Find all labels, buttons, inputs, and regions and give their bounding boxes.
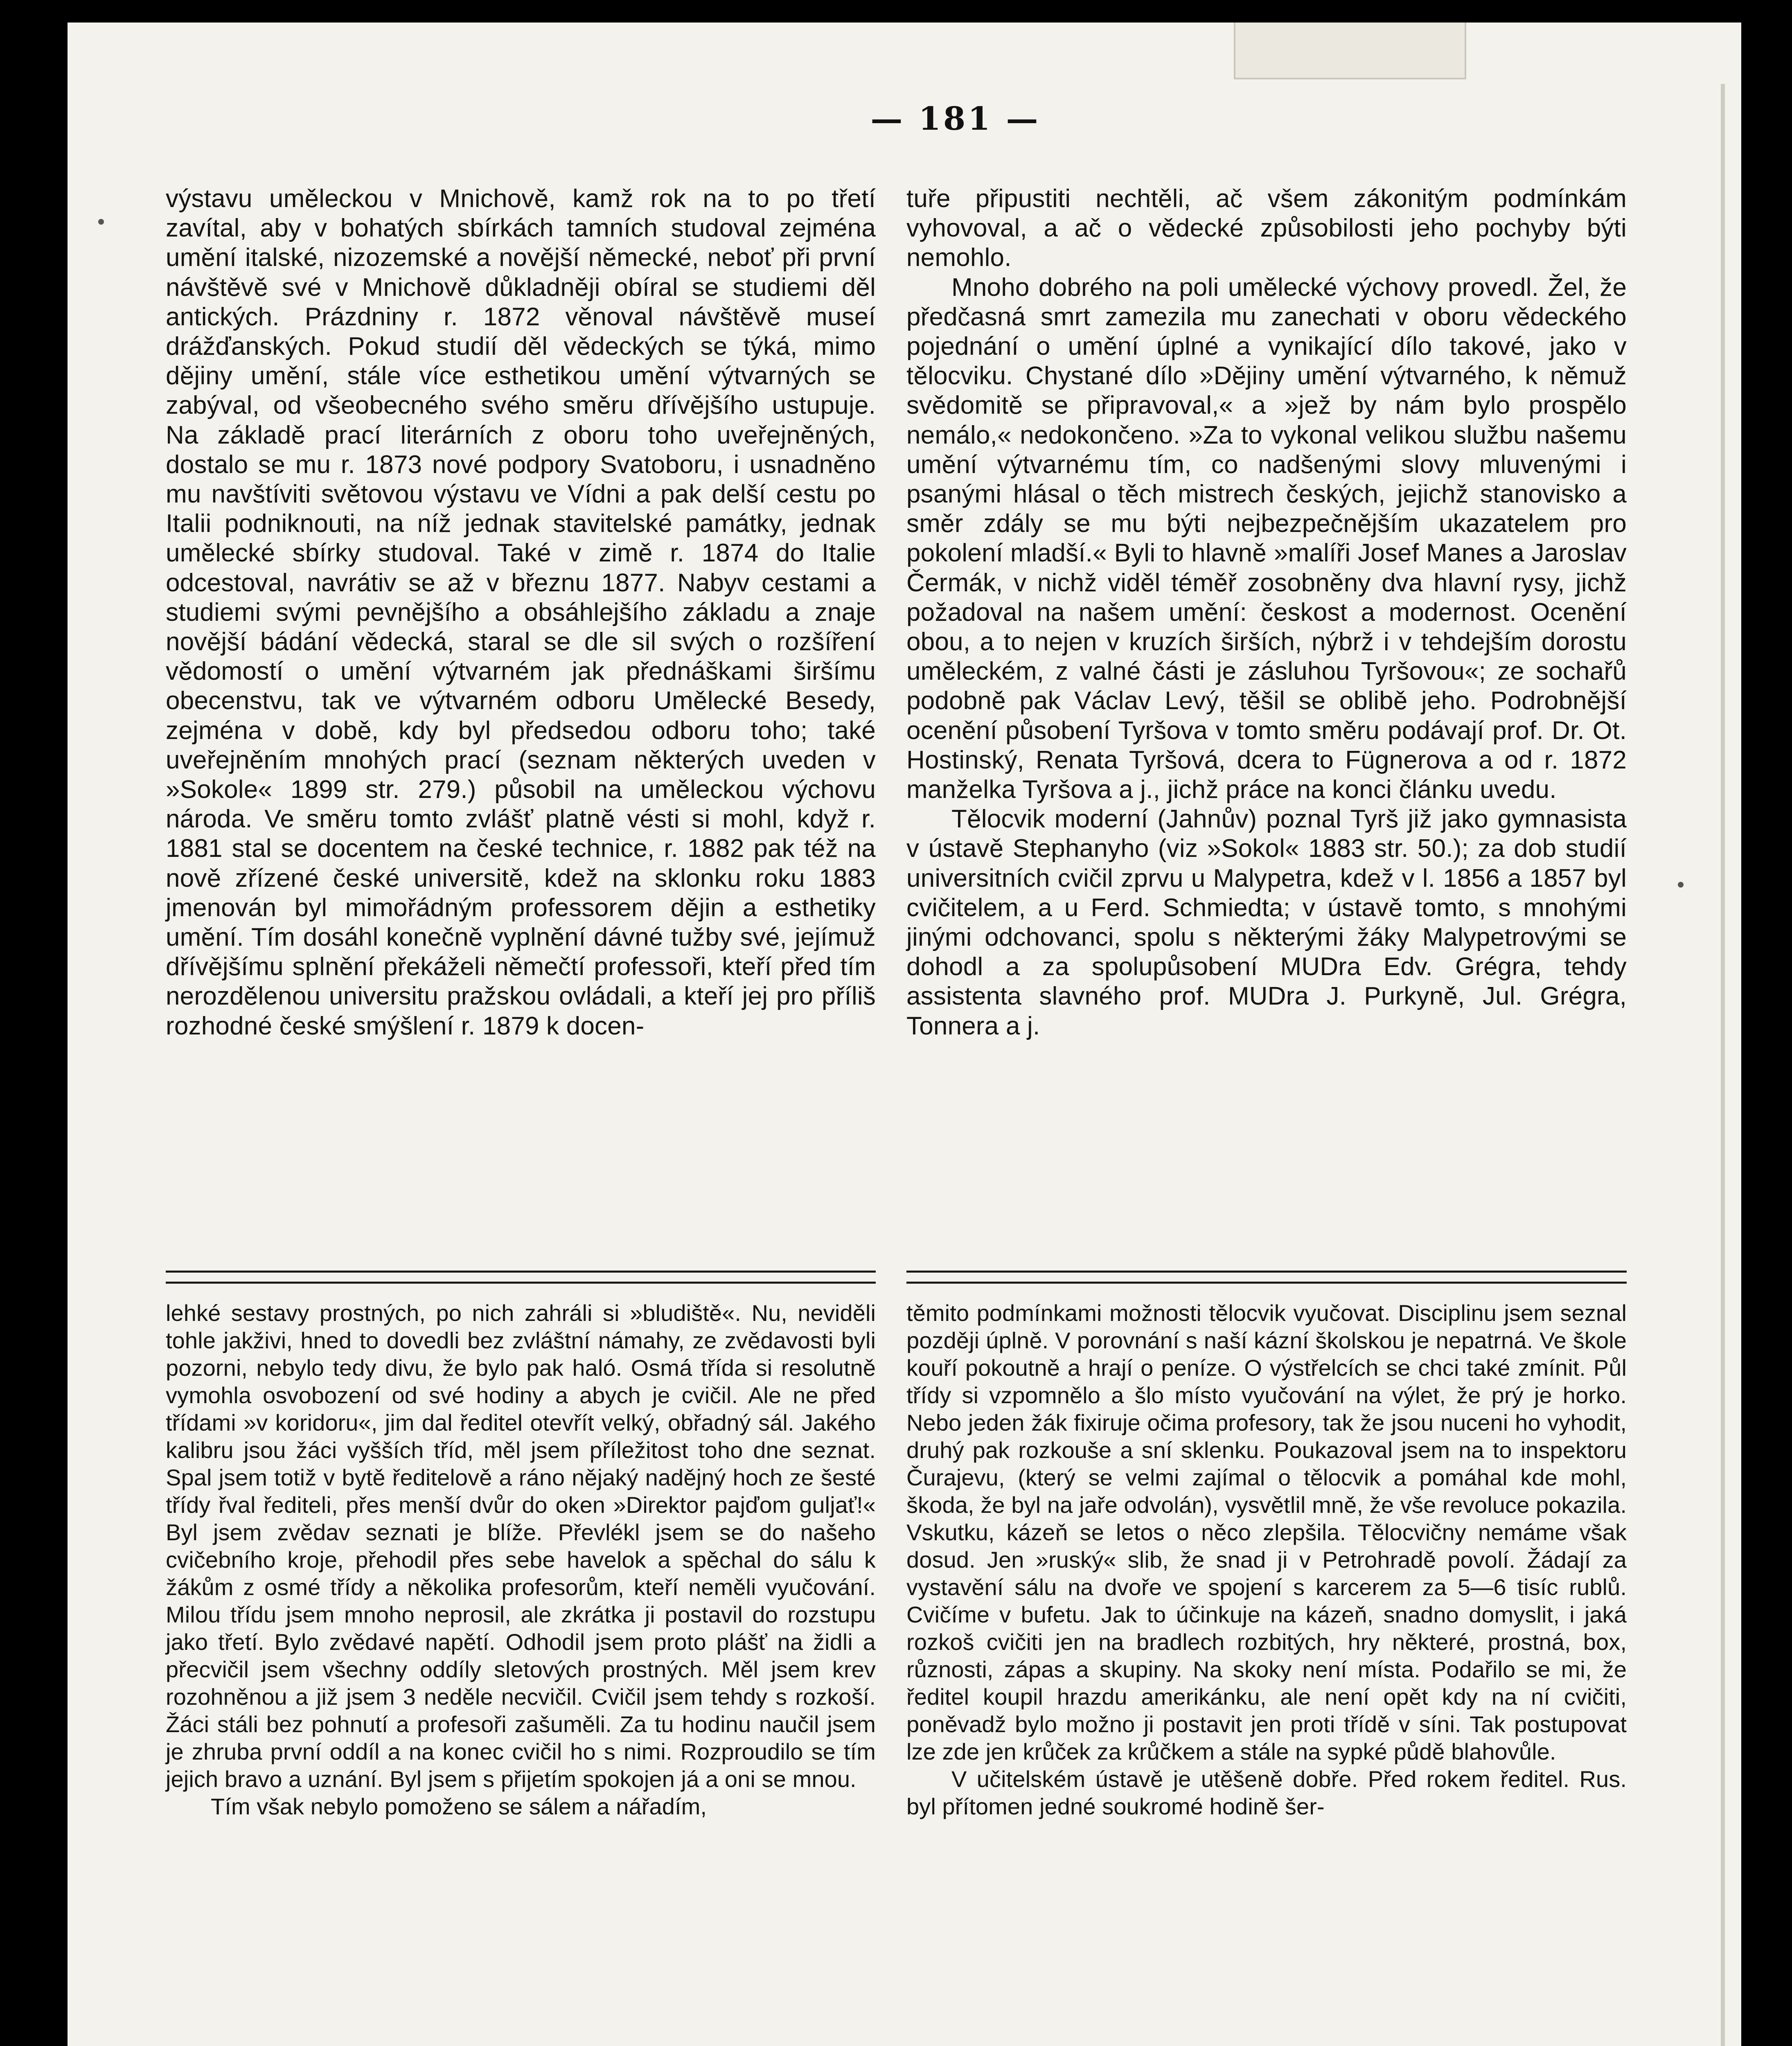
scanned-page (68, 23, 1741, 2046)
scan-speck (98, 219, 104, 225)
paragraph: Tím však nebylo pomoženo se sálem a nářadím, (211, 1794, 707, 1819)
upper-left-column (166, 184, 876, 1264)
library-stamp (1234, 23, 1466, 79)
lower-right-column (906, 1299, 1627, 2046)
page-number: — 181 — (870, 100, 1041, 137)
scan-speck (1678, 882, 1684, 888)
paragraph: Tělocvik moderní (Jahnův) poznal Tyrš již jako gymnasista v ústavě Stephanyho (viz »Sokol« 1883 str. 50.); za dob studií universitních cvičil zprvu u Malypetra, kdež v l. 1856 a 1857 byl cvičitelem, a u Ferd. Schmiedta; v ústavě tomto, s mnohými jinými odchovanci, spolu s některými žáky Malypetrovými se dohodl a za spolupůsobení MUDra Edv. Grégra, tehdy assistenta slavného prof. MUDra J. Purkyně, Jul. Grégra, Tonnera a j. (906, 805, 1627, 1040)
paragraph: lehké sestavy prostných, po nich zahráli si »bludiště«. Nu, neviděli tohle jakživi, hned to dovedli bez zvláštní námahy, ze zvědavosti byli pozorni, nebylo tedy divu, že bylo pak haló. Osmá třída si resolutně vymohla osvobození od své hodiny a abych je cvičil. Ale ne před třídami »v koridoru«, jim dal ředitel otevřít velký, obřadný sál. Jakého kalibru jsou žáci vyšších tříd, měl jsem příležitost toho dne seznat. Spal jsem totiž v bytě ředitelově a ráno nějaký nadějný hoch ze šesté třídy řval řediteli, přes menší dvůr do oken »Direktor pajďom guljať!« Byl jsem zvědav seznati je blíže. Převlékl jsem se do našeho cvičebního kroje, přehodil přes sebe havelok a spěchal do sálu k žákům z osmé třídy a několika profesorům, kteří neměli vyučování. Milou třídu jsem mnoho neprosil, ale zkrátka ji postavil do rozstupu jako třetí. Bylo zvědavé napětí. Odhodil jsem proto plášť na židli a přecvičil jsem všechny oddíly sletových prostných. Měl jsem krev rozohněnou a již jsem 3 neděle necvičil. Cvičil jsem tehdy s rozkoší. Žáci stáli bez pohnutí a profesoři zašuměli. Za tu hodinu naučil jsem je zhruba první oddíl a na konec cvičil ho s nimi. Rozproudilo se tím jejich bravo a uznání. Byl jsem s přijetím spokojen já a oni se mnou. (166, 1300, 876, 1792)
lower-left-column (166, 1299, 876, 2046)
paragraph: výstavu uměleckou v Mnichově, kamž rok na to po třetí zavítal, aby v bohatých sbírkách tamních studoval zejména umění italské, nizozemské a novější německé, neboť při první návštěvě své v Mnichově důkladněji obíral se studiemi děl antických. Prázdniny r. 1872 věnoval návštěvě museí drážďanských. Pokud studií děl vědeckých se týká, mimo dějiny umění, stále více esthetikou umění výtvarných se zabýval, od všeobecného svého směru dřívějšího ustupuje. Na základě prací literárních z oboru toho uveřejněných, dostalo se mu r. 1873 nové podpory Svatoboru, i usnadněno mu navštíviti světovou výstavu ve Vídni a pak delší cestu po Italii podniknouti, na níž jednak stavitelské památky, jednak umělecké sbírky studoval. Také v zimě r. 1874 do Italie odcestoval, navrátiv se až v březnu 1877. Nabyv cestami a studiemi svými pevnějšího a obsáhlejšího základu a znaje novější bádání vědecká, staral se dle sil svých o rozšíření vědomostí o umění výtvarném jak přednáškami širšímu obecenstvu, tak ve výtvarném odboru Umělecké Besedy, zejména v době, kdy byl předsedou odboru toho; také uveřejněním mnohých prací (seznam některých uveden v »Sokole« 1899 str. 279.) působil na uměleckou výchovu národa. Ve směru tomto zvlášť platně vésti si mohl, když r. 1881 stal se docentem na české technice, r. 1882 pak též na nově zřízené české universitě, kdež na sklonku roku 1883 jmenován byl mimořádným professorem dějin a esthetiky umění. Tím dosáhl konečně vyplnění dávné tužby své, jejímuž dřívějšímu splnění překáželi němečtí professoři, kteří před tím nerozdělenou universitu pražskou ovládali, a kteří jej pro příliš rozhodné české smýšlení r. 1879 k docen- (166, 185, 876, 1040)
section-divider (166, 1271, 876, 1284)
paragraph: Mnoho dobrého na poli umělecké výchovy provedl. Žel, že předčasná smrt zamezila mu zanechati v oboru vědeckého pojednání o umění úplné a vynikající dílo takové, jako v tělocviku. Chystané dílo »Dějiny umění výtvarného, k němuž svědomitě se připravoval,« a »jež by nám bylo prospělo nemálo,« nedokončeno. »Za to vykonal velikou službu našemu umění výtvarnému tím, co nadšenými slovy mluvenými i psanými hlásal o těch mistrech českých, jejichž stanovisko a směr zdály se mu býti nejbezpečnějším ukazatelem pro pokolení mladší.« Byli to hlavně »malíři Josef Manes a Jaroslav Čermák, v nichž viděl téměř zosobněny dva hlavní rysy, jichž požadoval na našem umění: českost a modernost. Ocenění obou, a to nejen v kruzích širších, nýbrž i v tehdejším dorostu uměleckém, z valné části je zásluhou Tyršovou«; ze sochařů podobně pak Václav Levý, těšil se oblibě jeho. Podrobnější ocenění působení Tyršova v tomto směru podávají prof. Dr. Ot. Hostinský, Renata Tyršová, dcera to Fügnerova a od r. 1872 manželka Tyršova a j., jichž práce na konci článku uvedu. (906, 273, 1627, 804)
page-edge-shadow (1721, 84, 1725, 2046)
paragraph: tuře připustiti nechtěli, ač všem zákonitým podmínkám vyhovoval, a ač o vědecké způsobilosti jeho pochyby býti nemohlo. (906, 185, 1627, 272)
upper-right-column (906, 184, 1627, 1264)
section-divider (906, 1271, 1627, 1284)
paragraph: těmito podmínkami možnosti tělocvik vyučovat. Disciplinu jsem seznal později úplně. V porovnání s naší kázní školskou je nepatrná. Ve škole kouří pokoutně a hrají o peníze. O výstřelcích se chci také zmínit. Půl třídy si vzpomnělo a šlo místo vyučování na výlet, že prý je horko. Nebo jeden žák fixiruje očima profesory, tak že jsou nuceni ho vyhodit, druhý pak rozkouše a sní sklenku. Poukazoval jsem na to inspektoru Čurajevu, (který se velmi zajímal o tělocvik a pomáhal kde mohl, škoda, že byl na jaře odvolán), vysvětlil mně, že vše revoluce pokazila. Vskutku, kázeň se letos o něco zlepšila. Tělocvičny nemáme však dosud. Jen »ruský« slib, že snad ji v Petrohradě povolí. Žádají za vystavění sálu na dvoře ve spojení s karcerem za 5—6 tisíc rublů. Cvičíme v bufetu. Jak to účinkuje na kázeň, snadno domyslit, i jaká rozkoš cvičiti jen na bradlech rozbitých, hry některé, prostná, box, různosti, zápas a skupiny. Na skoky není místa. Podařilo se mi, že ředitel koupil hrazdu amerikánku, ale není opět kdy na ní cvičiti, poněvadž bylo možno ji postavit jen proti třídě v síni. Tak postupovat lze zde jen krůček za krůčkem a stále na sypké půdě blahovůle. (906, 1300, 1627, 1764)
paragraph: V učitelském ústavě je utěšeně dobře. Před rokem ředitel. Rus. byl přítomen jedné soukromé hodině šer- (906, 1766, 1627, 1819)
